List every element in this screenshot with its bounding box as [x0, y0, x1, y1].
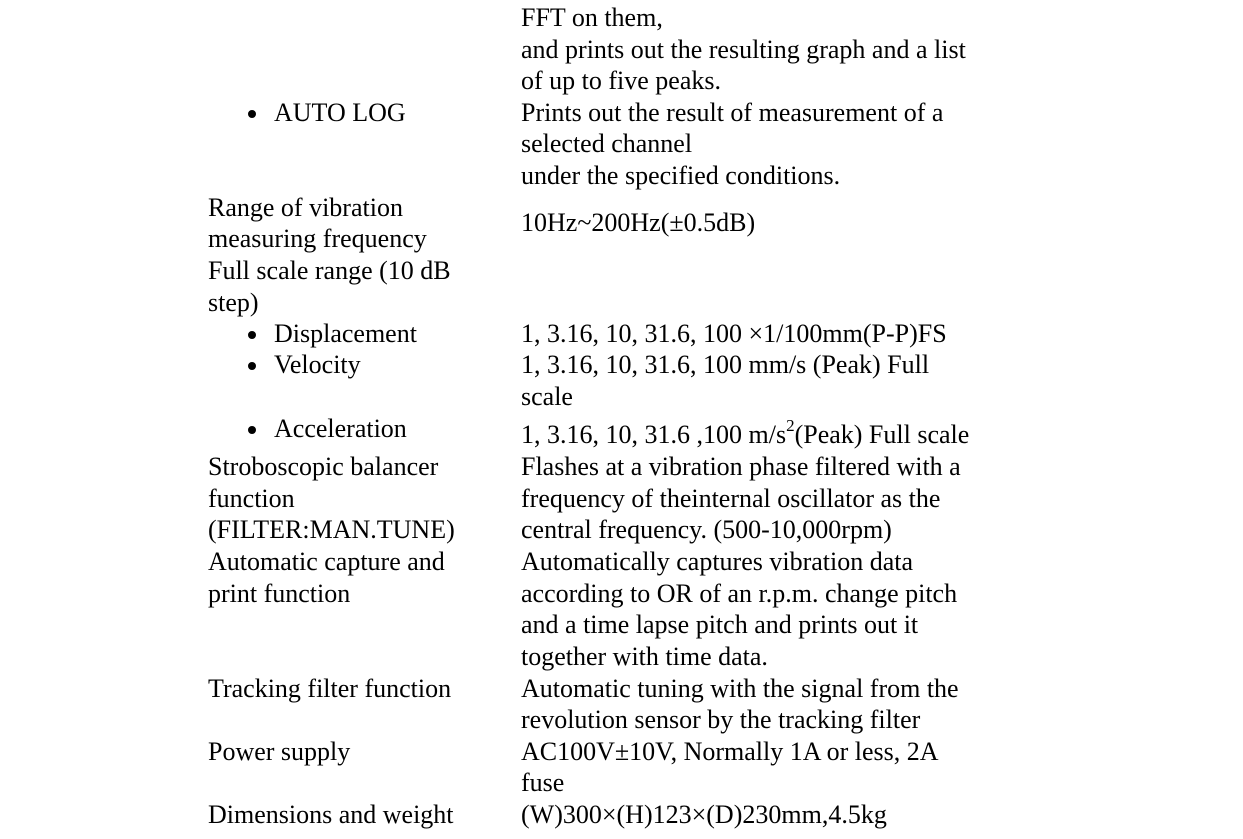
auto-log-desc-line-3: under the specified conditions. [521, 161, 841, 190]
acceleration-desc [521, 416, 970, 451]
bullet-icon [246, 97, 258, 109]
power-supply-desc-line-1: AC100V±10V, Normally 1A or less, 2A [521, 737, 939, 766]
velocity-label: Velocity [274, 350, 361, 379]
stroboscopic-desc-line-2: frequency of theinternal oscillator as the [521, 484, 941, 513]
tracking-filter-desc-line-1: Automatic tuning with the signal from the [521, 674, 959, 703]
auto-log-desc-line-1: Prints out the result of measurement of a [521, 98, 944, 127]
stroboscopic-label-line-2: function [208, 484, 295, 513]
acceleration-label: Acceleration [274, 414, 407, 443]
acceleration-desc-post: (Peak) Full scale [794, 420, 970, 449]
stroboscopic-desc-line-1: Flashes at a vibration phase filtered with a [521, 452, 961, 481]
bullet-icon [246, 349, 258, 361]
range-vibration-label-line-2: measuring frequency [208, 224, 427, 253]
dimensions-label: Dimensions and weight [208, 800, 454, 829]
tracking-filter-desc-line-2: revolution sensor by the tracking filter [521, 705, 921, 734]
stroboscopic-desc-line-3: central frequency. (500-10,000rpm) [521, 515, 892, 544]
auto-capture-desc-line-3: and a time lapse pitch and prints out it [521, 610, 919, 639]
tracking-filter-label: Tracking filter function [208, 674, 452, 703]
acceleration-desc-superscript: 2 [786, 416, 795, 436]
auto-capture-desc-line-1: Automatically captures vibration data [521, 547, 914, 576]
auto-capture-label-line-1: Automatic capture and [208, 547, 445, 576]
range-vibration-label-line-1: Range of vibration [208, 193, 403, 222]
displacement-desc: 1, 3.16, 10, 31.6, 100 ×1/100mm(P-P)FS [521, 319, 947, 348]
velocity-desc-line-2: scale [521, 382, 573, 411]
bullet-icon [246, 318, 258, 330]
auto-log-label: AUTO LOG [274, 98, 406, 127]
bullet-icon [246, 413, 258, 425]
auto-capture-label-line-2: print function [208, 579, 351, 608]
fft-desc-line-1: FFT on them, [521, 3, 663, 32]
full-scale-label-line-2: step) [208, 288, 259, 317]
fft-desc-line-3: of up to five peaks. [521, 66, 722, 95]
dimensions-desc: (W)300×(H)123×(D)230mm,4.5kg [521, 800, 887, 829]
stroboscopic-label-line-3: (FILTER:MAN.TUNE) [208, 515, 455, 544]
auto-log-desc-line-2: selected channel [521, 129, 693, 158]
acceleration-desc-pre: 1, 3.16, 10, 31.6 ,100 m/s [521, 420, 787, 449]
velocity-desc-line-1: 1, 3.16, 10, 31.6, 100 mm/s (Peak) Full [521, 350, 930, 379]
stroboscopic-label-line-1: Stroboscopic balancer [208, 452, 439, 481]
auto-capture-desc-line-2: according to OR of an r.p.m. change pitch [521, 579, 958, 608]
auto-capture-desc-line-4: together with time data. [521, 642, 768, 671]
power-supply-desc-line-2: fuse [521, 768, 565, 797]
fft-desc-line-2: and prints out the resulting graph and a list [521, 35, 966, 64]
range-vibration-desc: 10Hz~200Hz(±0.5dB) [521, 208, 756, 237]
power-supply-label: Power supply [208, 737, 351, 766]
full-scale-label-line-1: Full scale range (10 dB [208, 256, 451, 285]
displacement-label: Displacement [274, 319, 417, 348]
